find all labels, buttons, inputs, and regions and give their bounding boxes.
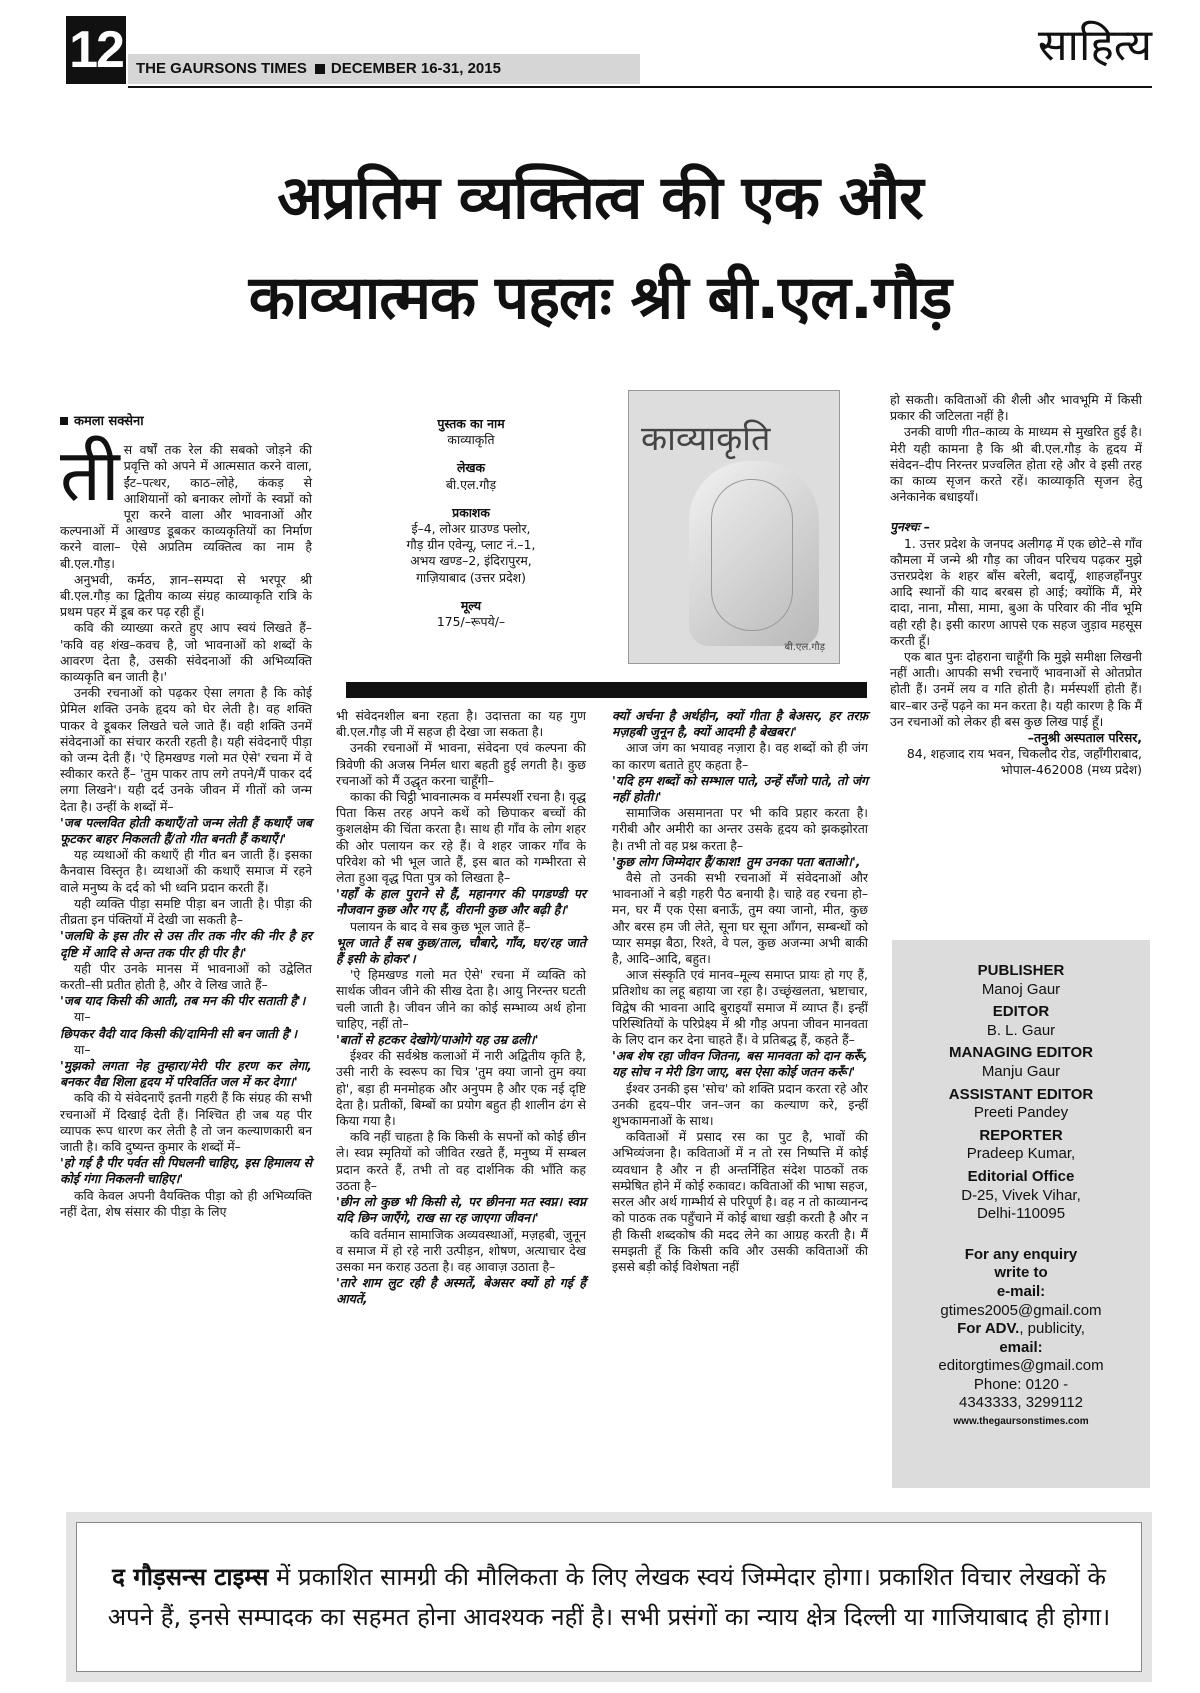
byline: कमला सक्सेना: [60, 414, 312, 430]
disclaimer-body: में प्रकाशित सामग्री की मौलिकता के लिए लेखक स्वयं जिम्मेदार होगा। प्रकाशित विचार लेखकों के अपने हैं, इनसे सम्पादक का सहमत होना आवश्यक नहीं है। सभी प्रसंगों का न्याय क्षेत्र दिल्ली या गाजियाबाद ही होगा।: [107, 1563, 1111, 1631]
book-price-label: मूल्य: [460, 597, 482, 613]
book-price: 175/–रूपये/–: [436, 614, 506, 630]
paragraph: काका की चिट्ठी भावनात्मक व मर्मस्पर्शी रचना है। वृद्ध पिता किस तरह अपने कथें को छिपाकर बच्चों की कुशलक्षेम की चिंता करता है। साथ ही गाँव के लोग शहर की ओर पलायन कर रहे हैं। वे शहर जाकर गाँव के परिवेश को भी भूल जाते हैं, इस बात को गम्भीरता से लेता हुआ वृद्ध पिता पुत्र को लिखता है–: [336, 789, 586, 886]
quote: भूल जाते हैं सब कुछ/ताल, चौबारे, गाँव, घर/रह जाते हैं इसी के होकर'।: [336, 934, 586, 967]
disclaimer-text: [76, 1522, 1142, 1672]
quote: 'जब याद किसी की आती, तब मन की पीर सताती है'।: [60, 993, 306, 1009]
editor-name: B. L. Gaur: [986, 1021, 1056, 1039]
quote: 'कुछ लोग जिम्मेदार हैं/काश! तुम उनका पता बताओ।',: [612, 853, 861, 869]
reporter-name: Pradeep Kumar,: [966, 1145, 1076, 1163]
managing-editor-name: Manju Gaur: [981, 1062, 1061, 1080]
book-cover-image: [628, 390, 840, 664]
paragraph: कवि की ये संवेदनाएँ इतनी गहरी हैं कि संग्रह की सभी रचनाओं में दिखाई देती हैं। निश्चित ही जब यह पीर व्यापक रूप धारण कर लेती है तो जन कल्याणकारी बन जाती है। कवि दुष्यन्त कुमार के शब्दों में–: [60, 1090, 312, 1154]
quote: 'बातों से हटकर देखोगे/पाओगे यह उम्र ढली।': [336, 1032, 539, 1048]
quote: 'अब शेष रहा जीवन जितना, बस मानवता को दान करूँ, यह सोच न मेरी डिग जाए, बस ऐसा कोई जतन करूँ।': [612, 1048, 868, 1080]
publication-name: THE GAURSONS TIMES: [136, 60, 307, 77]
enquiry-text: write to: [994, 1264, 1048, 1282]
office-label: Editorial Office: [967, 1167, 1075, 1185]
quote: 'जलधि के इस तीर से उस तीर तक नीर की नीर है हर दृष्टि में आदि से अन्त तक पीर ही पीर है।': [60, 928, 312, 960]
face-illustration-icon: [689, 461, 819, 646]
quote: 'यहाँ के हाल पुराने से हैं, महानगर की पगडण्डी पर नौजवान कुछ और गए हैं, वीरानी कुछ और बढ़ी है।': [336, 886, 586, 918]
paragraph: उनकी रचनाओं को पढ़कर ऐसा लगता है कि कोई प्रेमिल शक्ति उनके हृदय को घेर लेती है। वह शक्ति पाकर वे डूबकर लिखते चले जाते हैं। वही शक्ति उनमें संवेदनाओं का संचार करती रहती है। यही संवेदनाएँ पीड़ा को जन्म देती हैं। 'ऐ हिमखण्ड गलो मत ऐसे' रचना में वे स्वीकार करते हैं– 'तुम पाकर ताप लगे तपने/मैं पाकर दर्द लगा लिखने'। यही दर्द उनके जीवन में गीतों को जन्म देता है। उन्हीं के शब्दों में–: [60, 685, 312, 814]
office-address-line: D-25, Vivek Vihar,: [961, 1186, 1081, 1204]
headline-line-2: काव्यात्मक पहलः श्री बी.एल.गौड़: [248, 263, 952, 333]
paragraph: कवि केवल अपनी वैयक्तिक पीड़ा को ही अभिव्यक्ति नहीं देता, शेष संसार की पीड़ा के लिए: [60, 1187, 312, 1219]
signature-name: –तनुश्री अस्पताल परिसर,: [1027, 730, 1142, 746]
book-publisher-line: गौड़ ग्रीन एवेन्यू, प्लाट नं.–1,: [406, 537, 536, 553]
paragraph: उनकी वाणी गीत–काव्य के माध्यम से मुखरित हुई है। मेरी यही कामना है कि श्री बी.एल.गौड़ के हृदय में संवेदन–दीप निरन्तर प्रज्वलित होता रहे और वे इसी तरह का काव्य सृजन करते रहें। काव्याकृति सृजन हेतु अनेकानेक बधाइयाँ।: [890, 424, 1142, 505]
square-bullet-icon: [60, 417, 68, 425]
article-column-4: [890, 392, 1142, 779]
assistant-editor-label: ASSISTANT EDITOR: [948, 1085, 1094, 1103]
divider-bar: [346, 682, 867, 698]
reporter-label: REPORTER: [979, 1126, 1063, 1144]
paragraph: ईश्वर उनकी इस 'सोच' को शक्ति प्रदान करता रहे और उनकी हृदय–पीर जन–जन का कल्याण करे, इन्हीं शुभकामनाओं के साथ।: [612, 1080, 868, 1129]
book-publisher-label: प्रकाशक: [452, 504, 490, 520]
paragraph: उनकी रचनाओं में भावना, संवेदना एवं कल्पना की त्रिवेणी की अजस्र निर्मल धारा बहती हुई लगती है। कुछ रचनाओं को मैं उद्धृत करना चाहूँगी–: [336, 740, 586, 788]
website-link[interactable]: www.thegaursonstimes.com: [953, 1416, 1089, 1428]
paragraph: हो सकती। कविताओं की शैली और भावभूमि में किसी प्रकार की जटिलता नहीं है।: [890, 392, 1142, 424]
quote: 'मुझको लगता नेह तुम्हारा/मेरी पीर हरण कर लेगा, बनकर वैद्य शिला हृदय में परिवर्तित जल में कर देगा।': [60, 1057, 312, 1090]
quote: 'यदि हम शब्दों को सम्भाल पाते, उन्हें सँजो पाते, तो जंग नहीं होती।': [612, 772, 868, 805]
email-link[interactable]: editorgtimes@gmail.com: [938, 1357, 1104, 1375]
paragraph: भी संवेदनशील बना रहता है। उदात्तता का यह गुण बी.एल.गौड़ जी में सहज ही देखा जा सकता है।: [336, 708, 586, 740]
paragraph: कवि वर्तमान सामाजिक अव्यवस्थाओं, मज़हबी, जुनून व समाज में हो रहे नारी उत्पीड़न, शोषण, अत्याचार देख उसका मन कराह उठता है। वह आवाज़ उठाता है–: [336, 1226, 586, 1274]
advertising-text: For ADV., publicity,: [957, 1320, 1085, 1338]
paragraph: या–: [74, 1041, 91, 1057]
paragraph: या–: [74, 1009, 91, 1025]
quote: 'छीन लो कुछ भी किसी से, पर छीनना मत स्वप्न। स्वप्न यदि छिन जाएँगे, राख सा रह जाएगा जीवन।': [336, 1194, 586, 1226]
issue-date: DECEMBER 16-31, 2015: [330, 60, 501, 77]
article-column-3: [612, 708, 868, 1275]
paragraph: सामाजिक असमानता पर भी कवि प्रहार करता है। गरीबी और अमीरी का अन्तर उसके हृदय को झकझोरता है। तभी तो वह प्रश्न करता है–: [612, 805, 868, 853]
book-name-label: पुस्तक का नाम: [437, 416, 505, 431]
paragraph: तीस वर्षों तक रेल की सबको जोड़ने की प्रवृत्ति को अपने में आत्मसात करने वाला, ईंट–पत्थर, काठ–लोहे, कंकड़ से आशियानों को बनाकर लोगों के स्वप्नों को पूरा करने वाला और भावनाओं और कल्पनाओं में आखण्ड डूबकर काव्यकृतियों का निर्माण करने वाला– ऐसे अप्रतिम व्यक्तित्व का नाम है बी.एल.गौड़।: [60, 433, 312, 571]
quote: क्यों अर्चना है अर्थहीन, क्यों गीता है बेअसर, हर तरफ़ मज़हबी जुनून है, क्यों आदमी है बेखबर।': [612, 708, 868, 740]
paragraph: यही पीर उनके मानस में भावनाओं को उद्वेलित करती–सी प्रतीत होती है, और वे लिख जाते हैं–: [60, 960, 312, 992]
book-cover-title: काव्याकृति: [641, 419, 771, 459]
publisher-name: Manoj Gaur: [981, 980, 1061, 998]
book-info: [346, 416, 596, 630]
book-author: बी.एल.गौड़: [445, 476, 497, 492]
article-column-2: [336, 708, 586, 1308]
signature-address: 84, शहजाद राय भवन, चिकलौद रोड, जहाँगीराबाद, भोपाल-462008 (मध्य प्रदेश): [906, 746, 1142, 778]
page-header: [66, 16, 1152, 86]
headline: [0, 148, 1200, 348]
paragraph: आज जंग का भयावह नज़ारा है। वह शब्दों को ही जंग का कारण बताते हुए कहता है–: [612, 740, 868, 772]
paragraph: 'ऐ हिमखण्ड गलो मत ऐसे' रचना में व्यक्ति को सार्थक जीवन जीने की सीख देता है। आयु निरन्तर घटती चली जाती है। जीवन जीने का कोई सम्भाव्य अर्थ होना चाहिए, नहीं तो–: [336, 967, 586, 1031]
paragraph: अनुभवी, कर्मठ, ज्ञान–सम्पदा से भरपूर श्री बी.एल.गौड़ का द्वितीय काव्य संग्रह काव्याकृति रात्रि के प्रथम पहर में डूब कर पढ़ रही हूँ।: [60, 571, 312, 620]
book-publisher-line: ई–4, लोअर ग्राउण्ड फ्लोर,: [411, 521, 531, 537]
book-publisher-line: गाज़ियाबाद (उत्तर प्रदेश): [416, 569, 526, 585]
paragraph: पलायन के बाद वे सब कुछ भूल जाते हैं–: [350, 918, 531, 934]
phone-number: Phone: 0120 -: [973, 1375, 1069, 1393]
email-label: e-mail:: [996, 1282, 1046, 1300]
paragraph: कवि नहीं चाहता है कि किसी के सपनों को कोई छीन ले। स्वप्न स्मृतियों को जीवित रखते हैं, मनुष्य में सम्बल प्रदान करते हैं, तभी तो वह दार्शनिक की भाँति कह उठता है–: [336, 1129, 586, 1193]
book-publisher-line: अभय खण्ड–2, इंदिरापुरम,: [410, 553, 532, 569]
book-cover-author: बी.एल.गौड़: [784, 642, 825, 653]
managing-editor-label: MANAGING EDITOR: [949, 1044, 1093, 1062]
quote: 'जब पल्लवित होती कथाएँ/तो जन्म लेती हैं कथाएँ जब फूटकर बाहर निकलती हैं/तो गीत बनती हैं कथाएँ।': [60, 814, 312, 847]
paragraph: 1. उत्तर प्रदेश के जनपद अलीगढ़ में एक छोटे–से गाँव कौमला में जन्मे श्री गौड़ का जीवन परिचय पढ़कर मुझे उत्तरप्रदेश के शहर बाँस बरेली, बदायूँ, शाहजहाँनपुर आदि स्थानों की याद बरबस हो आई; क्योंकि मैं, मेरे दादा, नाना, मौसा, मामा, बुआ के परिवार की नींव भूमि वही रही है। इसी कारण आपसे एक सहज जुड़ाव महसूस करती हूँ।: [890, 535, 1142, 648]
paragraph: यही व्यक्ति पीड़ा समष्टि पीड़ा बन जाती है। पीड़ा की तीव्रता इन पंक्तियों में देखी जा सकती है–: [60, 895, 312, 928]
email-label: email:: [999, 1338, 1043, 1356]
book-name: काव्याकृति: [447, 432, 495, 448]
assistant-editor-name: Preeti Pandey: [973, 1104, 1069, 1122]
article-column-1: [60, 414, 312, 1220]
paragraph: वैसे तो उनकी सभी रचनाओं में संवेदनाओं और भावनाओं ने बड़ी गहरी पैठ बनायी है। चाहे वह रचना हो– मन, घर मैं एक ऐसा बनाऊँ, तुम क्या जानो, मीत, कुछ और बरस हम जी लेते, सूना घर सूना आँगन, सम्बन्धों को प्यार समझ बैठा, रिश्ते, वे पल, कुछ अजन्मा अभी बाकी है, आदि–आदि, बहुत।: [612, 870, 868, 967]
editor-label: EDITOR: [992, 1003, 1050, 1021]
drop-cap: ती: [60, 433, 120, 518]
office-address-line: Delhi-110095: [976, 1205, 1066, 1223]
headline-line-1: अप्रतिम व्यक्तित्व की एक और: [277, 163, 923, 233]
header-rule: [128, 86, 1152, 88]
publisher-label: PUBLISHER: [977, 962, 1065, 979]
page-number: 12: [66, 16, 126, 84]
postscript-label: पुनश्चः –: [890, 519, 931, 535]
disclaimer-box: [66, 1512, 1152, 1682]
paragraph: एक बात पुनः दोहराना चाहूँगी कि मुझे समीक्षा लिखनी नहीं आती। आपकी सभी रचनाएँ भावनाओं से ओतप्रोत होती हैं। उनमें लय व गति होती है। मर्मस्पर्शी होती हैं। बार–बार उन्हें पढ़ने का मन करता है। यही कारण है कि मैं उन रचनाओं को लेकर ही बस कुछ लिख पाई हूँ।: [890, 649, 1142, 729]
section-title: साहित्य: [1037, 20, 1152, 71]
paragraph: कविताओं में प्रसाद रस का पुट है, भावों की अभिव्यंजना है। कविताओं में न तो रस निष्पत्ति में कोई व्यवधान है और न ही अन्तर्निहित संदेश पाठकों तक सम्प्रेषित होने में कोई रुकावट। कविताओं की भाषा सहज, सरल और अर्थ गाम्भीर्य से परिपूर्ण है। वह न तो काव्यानन्द को पाठक तक पहुँचाने में कोई बाधा खड़ी करती है और न ही किसी शब्दकोष की मदद लेने का आग्रह करती है। मैं समझती हूँ कि किसी कवि और उसकी कविताओं की इससे बड़ी कोई विशेषता नहीं: [612, 1129, 868, 1274]
email-link[interactable]: gtimes2005@gmail.com: [940, 1301, 1102, 1319]
quote: 'तारे शाम लुट रही है अस्मतें, बेअसर क्यों हो गई हैं आयतें,: [336, 1275, 586, 1307]
paragraph: कवि की व्याख्या करते हुए आप स्वयं लिखते हैं– 'कवि वह शंख–कवच है, जो भावनाओं को शब्दों के आवरण देता है, उसकी संवेदनाओं की अभिव्यक्ति काव्यकृति बन जाती है।': [60, 620, 312, 685]
paragraph: यह व्यथाओं की कथाएँ ही गीत बन जाती हैं। इसका कैनवास विस्तृत है। व्यथाओं की कथाएँ समाज में रहने वाले मनुष्य के दर्द को भी ध्वनि प्रदान करती हैं।: [60, 847, 312, 895]
paragraph: आज संस्कृति एवं मानव–मूल्य समाप्त प्रायः हो गए हैं, प्रतिशोध का लहू बहाया जा रहा है। उच्छृंखलता, भ्रष्टाचार, विद्वेष की भावना आदि बुराइयाँ समाज में व्याप्त हैं। इन्हीं परिस्थितियों के परिप्रेक्ष्य में श्री गौड़ अपना जीवन मानवता के लिए दान कर देना चाहते हैं। वे प्रतिबद्ध हैं, कहते हैं–: [612, 967, 868, 1048]
square-bullet-icon: [315, 64, 325, 74]
book-author-label: लेखक: [456, 460, 486, 476]
quote: छिपकर वैदी याद किसी की/दामिनी सी बन जाती है'।: [60, 1025, 298, 1041]
disclaimer-brand: द गौड़सन्स टाइम्स: [112, 1563, 269, 1591]
phone-number: 4343333, 3299112: [958, 1394, 1083, 1412]
paragraph: ईश्वर की सर्वश्रेष्ठ कलाओं में नारी अद्वितीय कृति है, उसी नारी के स्वरूप का चित्र 'तुम क्या जानो तुम क्या हो', बड़ा ही मनमोहक और अनुपम है और एक नई दृष्टि देता है। प्रतीकों, बिम्बों का प्रयोग बहुत ही शालीन ढंग से किया गया है।: [336, 1048, 586, 1129]
header-bar: [128, 54, 640, 84]
enquiry-text: For any enquiry: [964, 1245, 1078, 1263]
quote: 'हो गई है पीर पर्वत सी पिघलनी चाहिए, इस हिमालय से कोई गंगा निकलनी चाहिए।': [60, 1155, 312, 1187]
masthead-box: [892, 940, 1150, 1488]
